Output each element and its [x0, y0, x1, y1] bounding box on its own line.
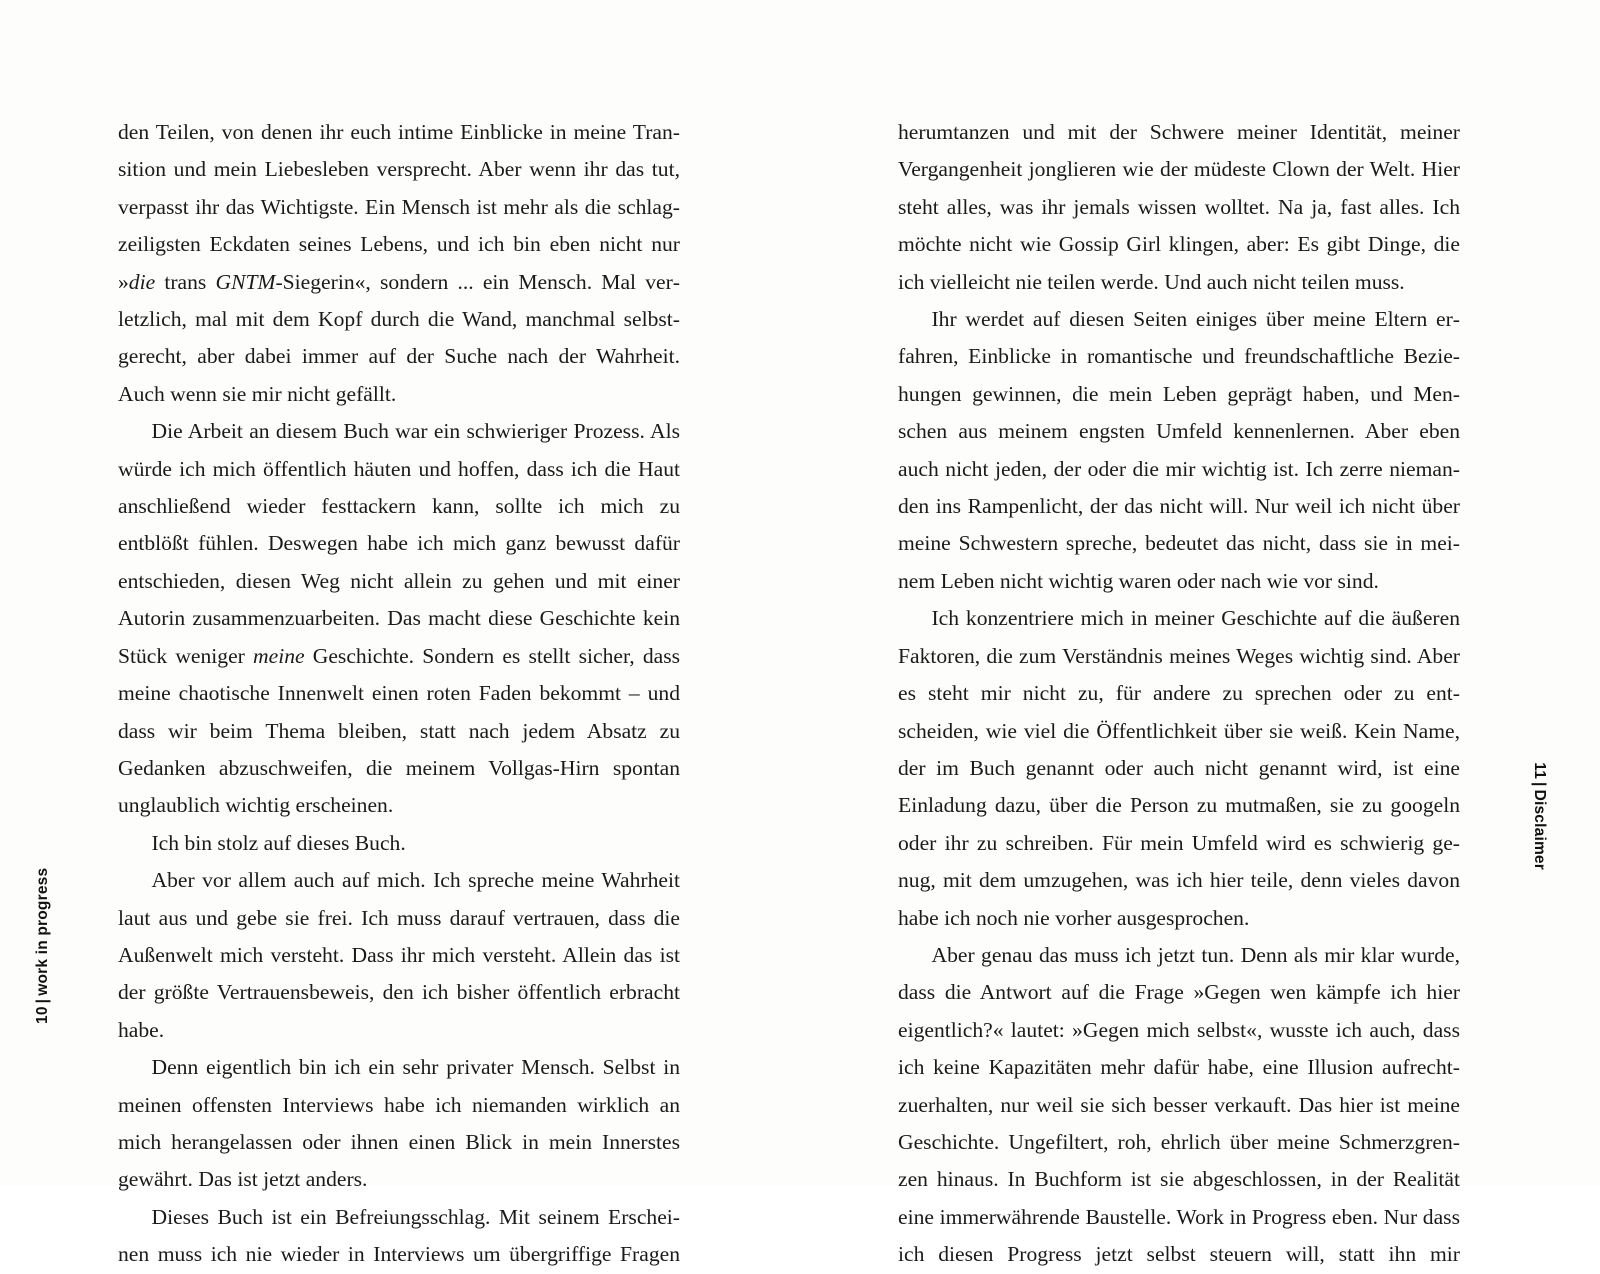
emphasis-text: meine — [253, 643, 305, 668]
left-page-section-label: work in progress — [34, 867, 51, 996]
right-page-running-marker — [1530, 762, 1548, 870]
left-marker-separator: | — [34, 998, 51, 1004]
left-page — [0, 0, 800, 1267]
emphasis-text: die — [128, 269, 156, 294]
emphasis-text: GNTM — [215, 269, 276, 294]
right-marker-separator: | — [1531, 782, 1548, 787]
right-page-number: 11 — [1531, 762, 1548, 780]
left-page-running-marker — [34, 868, 52, 1024]
right-page-section-label: Disclaimer — [1531, 789, 1548, 870]
paragraph: Ich bin stolz auf dieses Buch. — [151, 830, 406, 855]
right-page-textblock — [898, 114, 1460, 1274]
left-page-number: 10 — [34, 1006, 51, 1024]
paragraph: den Teilen, von denen ihr euch intime Einblicke in meine Transition und mein Liebesleben versprecht. Aber wenn ihr das tut, verpasst ihr das Wichtigste. Ein Mensch ist mehr als die schlagzeiligsten Eckdaten seines Lebens, und ich bin eben nicht nur »die trans GNTM-Siegerin«, sondern ... ein Mensch. Mal verletzlich, mal mit dem Kopf durch die Wand, manchmal selbstgerecht, aber dabei immer auf der Suche nach der Wahrheit. Auch wenn sie mir nicht gefällt. — [118, 120, 680, 406]
paragraph: Ihr werdet auf diesen Seiten einiges über meine Eltern erfahren, Einblicke in romantische und freundschaftliche Beziehungen gewinnen, die mein Leben geprägt haben, und Menschen aus meinem engsten Umfeld kennenlernen. Aber eben auch nicht jeden, der oder die mir wichtig ist. Ich zerre niemanden ins Rampenlicht, der das nicht will. Nur weil ich nicht über meine Schwestern spreche, bedeutet das nicht, dass sie in meinem Leben nicht wichtig waren oder nach wie vor sind. — [898, 307, 1460, 593]
paragraph: herumtanzen und mit der Schwere meiner Identität, meiner Vergangenheit jonglieren wie der müdeste Clown der Welt. Hier steht alles, was ihr jemals wissen wolltet. Na ja, fast alles. Ich möchte nicht wie Gossip Girl klingen, aber: Es gibt Dinge, die ich vielleicht nie teilen werde. Und auch nicht teilen muss. — [898, 120, 1460, 294]
paragraph: Aber genau das muss ich jetzt tun. Denn als mir klar wurde, dass die Antwort auf die Frage »Gegen wen kämpfe ich hier eigentlich?« lautet: »Gegen mich selbst«, wusste ich auch, dass ich keine Kapazitäten mehr dafür habe, eine Illusion aufrechtzuerhalten, nur weil sie sich besser verkauft. Das hier ist meine Geschichte. Ungefiltert, roh, ehrlich über meine Schmerzgrenzen hinaus. In Buchform ist sie abgeschlossen, in der Realität eine immerwährende Baustelle. Work in Progress eben. Nur dass ich diesen Progress jetzt selbst steuern will, statt ihn mir — [898, 942, 1460, 1267]
paragraph: Aber vor allem auch auf mich. Ich spreche meine Wahrheit laut aus und gebe sie frei. Ich muss darauf vertrauen, dass die Außenwelt mich versteht. Dass ihr mich versteht. Allein das ist der größte Vertrauensbeweis, den ich bisher öffentlich erbracht habe. — [118, 868, 680, 1042]
paragraph: Die Arbeit an diesem Buch war ein schwieriger Prozess. Als würde ich mich öffentlich häuten und hoffen, dass ich die Haut anschließend wieder festtackern kann, sollte ich mich zu entblößt fühlen. Deswegen habe ich mich ganz bewusst dafür entschieden, diesen Weg nicht allein zu gehen und mit einer Autorin zusammenzuarbeiten. Das macht diese Geschichte kein Stück weniger meine Geschichte. Sondern es stellt sicher, dass meine chaotische Innenwelt einen roten Faden bekommt – und dass wir beim Thema bleiben, statt nach jedem Absatz zu Gedanken abzuschweifen, die meinem Vollgas-Hirn spontan unglaublich wichtig erscheinen. — [118, 419, 681, 818]
paragraph: Dieses Buch ist ein Befreiungsschlag. Mit seinem Erscheinen muss ich nie wieder in Interviews um übergriffige Fragen — [118, 1204, 680, 1267]
left-page-textblock — [118, 114, 680, 1274]
right-page — [800, 0, 1600, 1267]
paragraph: Denn eigentlich bin ich ein sehr privater Mensch. Selbst in meinen offensten Interviews habe ich niemanden wirklich an mich herangelassen oder ihnen einen Blick in mein Innerstes gewährt. Das ist jetzt anders. — [118, 1055, 680, 1192]
paragraph: Ich konzentriere mich in meiner Geschichte auf die äußeren Faktoren, die zum Verständnis meines Weges wichtig sind. Aber es steht mir nicht zu, für andere zu sprechen oder zu entscheiden, wie viel die Öffentlichkeit über sie weiß. Kein Name, der im Buch genannt oder auch nicht genannt wird, ist eine Einladung dazu, über die Person zu mutmaßen, sie zu googeln oder ihr zu schreiben. Für mein Umfeld wird es schwierig genug, mit dem umzugehen, was ich hier teile, denn vieles davon habe ich noch nie vorher ausgesprochen. — [898, 606, 1460, 930]
